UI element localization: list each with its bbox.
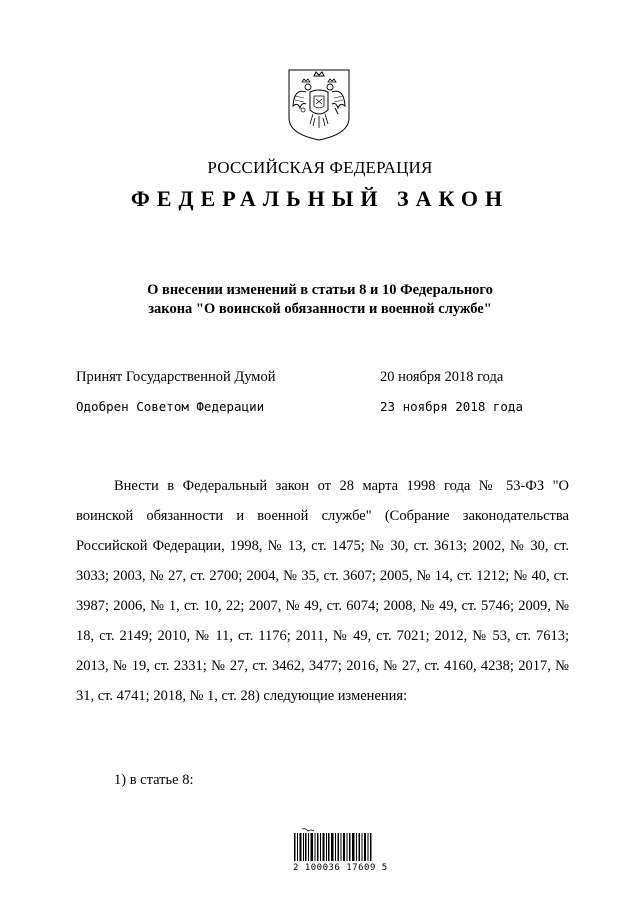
country-heading: РОССИЙСКАЯ ФЕДЕРАЦИЯ bbox=[207, 158, 433, 177]
law-title-line-1: О внесении изменений в статьи 8 и 10 Федерального bbox=[147, 282, 493, 298]
law-body bbox=[76, 471, 569, 711]
amendment-item-1: 1) в статье 8: bbox=[114, 772, 194, 788]
body-intro-paragraph: Внести в Федеральный закон от 28 марта 1998 года № 53-ФЗ "О воинской обязанности и военной службе" (Собрание законодательства Российской Федерации, 1998, № 13, ст. 1475; № 30, ст. 3613; 2002, № 30, ст. 3033; 2003, № 27, ст. 2700; 2004, № 35, ст. 3607; 2005, № 14, ст. 1212; № 40, ст. 3987; 2006, № 1, ст. 10, 22; 2007, № 49, ст. 6074; 2008, № 49, ст. 5746; 2009, № 18, ст. 2149; 2010, № 11, ст. 1176; 2011, № 49, ст. 7021; 2012, № 53, ст. 7613; 2013, № 19, ст. 2331; № 27, ст. 3462, 3477; 2016, № 27, ст. 4160, 4238; 2017, № 31, ст. 4741; 2018, № 1, ст. 28) следующие изменения: bbox=[76, 478, 569, 704]
approved-by-council-label: Одобрен Советом Федерации bbox=[76, 399, 265, 414]
barcode-number: 2 100036 17609 5 bbox=[293, 863, 388, 873]
law-title-line-2: закона "О воинской обязанности и военной службе" bbox=[148, 301, 492, 317]
adopted-by-duma-date: 20 ноября 2018 года bbox=[380, 369, 504, 385]
law-title bbox=[0, 281, 640, 319]
adopted-by-duma-label: Принят Государственной Думой bbox=[76, 369, 276, 385]
coat-of-arms-icon bbox=[286, 68, 352, 142]
document-type-heading: ФЕДЕРАЛЬНЫЙ ЗАКОН bbox=[130, 186, 510, 211]
approved-by-council-date: 23 ноября 2018 года bbox=[380, 399, 523, 414]
